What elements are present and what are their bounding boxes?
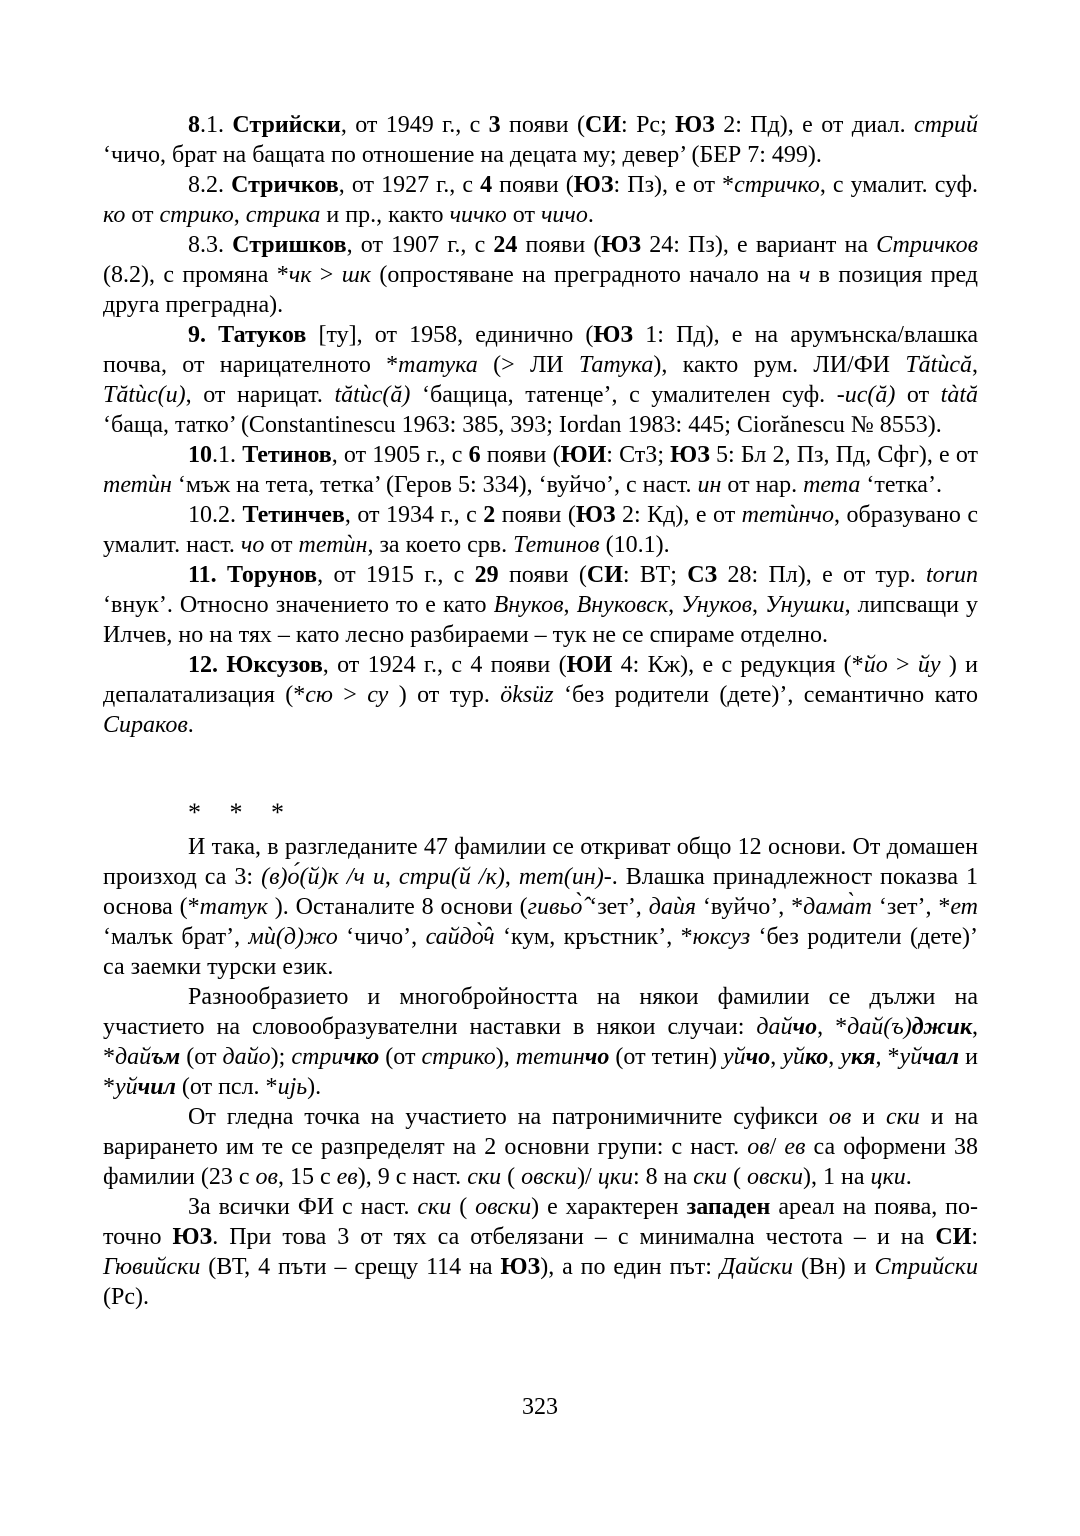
text-run: дай(ъ) [847,1014,912,1040]
text-run: : Рс; [621,112,676,138]
text-run: -. Влашка принадлежност показва 1 основа (* [103,864,979,920]
text-run: появи ( [480,442,561,468]
page-text [103,110,978,1312]
text-run: дай [115,1044,152,1070]
text-run: .1. [200,112,233,138]
text-run: [ту], от 1958, единично ( [306,322,594,348]
text-run: За всички ФИ с наст. [188,1194,418,1220]
text-run: , [668,592,682,618]
text-run: цки [597,1164,633,1190]
text-run: Стричков [876,232,979,258]
text-run: уй [723,1044,746,1070]
text-run: tătùc(ă) [334,382,411,408]
text-run: мѝ(д)жо [248,924,338,950]
text-run: ‘внук’. Относно значението то е като [103,592,494,618]
summary-western-area [103,1192,978,1312]
text-run: , за което срв. [367,532,514,558]
text-run: СИ [586,562,623,588]
text-run: (от псл. * [175,1074,278,1100]
text-run: 8.3. [188,232,233,258]
text-run: ‘мъж на тета, тетка’ (Геров 5: 334), ‘вуйчо’, с наст. [171,472,698,498]
text-run: (ВТ, 4 пъти – срещу 114 на [200,1254,501,1280]
text-run: 4 [480,172,493,198]
text-run: дайо [222,1044,271,1070]
text-run: : Пз), е от * [613,172,735,198]
text-run: 11. Торунов [188,562,318,588]
text-run: даѝя [648,894,696,920]
entry-9 [103,320,978,440]
text-run: появи ( [517,232,602,258]
entry-10-2 [103,500,978,560]
text-run: ), както рум. ЛИ/ФИ [653,352,906,378]
text-run: стрика [245,202,321,228]
text-run: . При това 3 от тях са отбелязани – с минимална честота – и на [212,1224,936,1250]
text-run: (8.2), с промяна * [103,262,289,288]
text-run: и * [103,1044,979,1100]
text-run: ко [103,202,126,228]
text-run: татука [398,352,478,378]
text-run: , от 1927 г., с [338,172,481,198]
text-run: ujь [277,1074,308,1100]
text-run: : ВТ; [622,562,688,588]
text-run: стри [291,1044,344,1070]
text-run: , от нарицат. [185,382,335,408]
entry-8-3 [103,230,978,320]
text-run: И така, в разгледаните 47 фамилии се откриват общо 12 основи. От домашен произход са 3: [103,834,978,890]
text-run: Унушки [765,592,845,618]
text-run: 1: Пд), е на арумънска/влашка почва, от нарицателното * [103,322,979,378]
text-run: йо [863,652,888,678]
text-run: , 15 с [277,1164,337,1190]
text-run: ). [307,1074,322,1100]
summary-patronymic-suffixes [103,1102,978,1192]
text-run: ев [784,1134,806,1160]
text-run: , от 1934 г., с [344,502,484,528]
text-run: * * * [188,798,284,827]
text-run: , * [875,1044,900,1070]
text-run: , от 1915 г., с [317,562,475,588]
text-run: ( [727,1164,748,1190]
text-run: чо [240,532,265,558]
text-run: Дайски [719,1254,794,1280]
text-run: гивьо̂̀ [527,894,583,920]
text-run: чо [792,1014,818,1040]
text-run: Разнообразието и многобройността на някои фамилии се дължи на участието на словообразувателни наставки в някои случаи: [103,984,978,1040]
text-run: чко [343,1044,380,1070]
entry-8-2 [103,170,978,230]
text-run: ‘без родители (дете)’, семантично като [553,682,978,708]
text-run: ( [451,1194,476,1220]
text-run: 29 [474,562,499,588]
text-run: ‘чичо’, [337,924,426,950]
text-run: СИ [585,112,622,138]
text-run: ски [693,1164,728,1190]
text-run: Унуков [681,592,753,618]
text-run: . [587,202,594,228]
text-run: кя [850,1044,876,1070]
text-run: (опростяване на преградното начало на [371,262,799,288]
text-run: ‘чичо, брат на бащата по отношение на децата му; девер’ (БЕР 7: 499). [103,142,822,168]
text-run: , [752,592,766,618]
section-separator [103,798,978,828]
text-run: .1. [212,442,243,468]
text-run: чк [288,262,312,288]
text-run: Стришков [232,232,347,258]
text-run: ‘зет’, [582,894,649,920]
text-run: чал [922,1044,960,1070]
text-run: ( [501,1164,522,1190]
text-run: сайдо̂̀ч [425,924,495,950]
text-run: овски [521,1164,578,1190]
text-run: (10.1). [599,532,670,558]
text-run: : [971,1224,978,1250]
page-number: 323 [522,1394,558,1420]
text-run: )/ [577,1164,598,1190]
text-run: (от [379,1044,422,1070]
text-run: ски [417,1194,452,1220]
text-run: ев [336,1164,358,1190]
text-run: тетин [515,1044,585,1070]
text-run: уй [899,1044,923,1070]
text-run: и [851,1104,886,1130]
text-run: стри(й /к) [398,864,505,890]
text-run: стрико [421,1044,496,1070]
entry-12 [103,650,978,740]
text-run: : СтЗ; [606,442,671,468]
text-run: ), 1 на [803,1164,871,1190]
text-run: , с умалит. суф. [819,172,979,198]
text-run: , от 1949 г., с [340,112,489,138]
text-run: ). Останалите 8 основи ( [267,894,528,920]
text-run: uc(ă) [844,382,896,408]
text-run: ЮЗ [601,232,642,258]
text-run: ‘кум, кръстник’, * [494,924,693,950]
text-run: чо [745,1044,771,1070]
text-run: tàtă [940,382,979,408]
text-run: , * [103,1014,979,1070]
text-run: уй [782,1044,805,1070]
text-run: и на варирането им те се разпределят на 2 основни групи: с наст. [103,1104,978,1160]
text-run: öksüz [500,682,554,708]
text-run: ‘тетка’. [860,472,942,498]
text-run: , [972,352,978,378]
text-run: 2: Кд), е от [615,502,742,528]
text-run: 24 [493,232,518,258]
text-run: > [332,682,368,708]
summary-suffix-variety [103,982,978,1102]
text-run: torun [926,562,979,588]
text-run: ‘вуйчо’, * [696,894,804,920]
text-run: татук [199,894,268,920]
text-run: , [504,864,519,890]
text-run: ов [747,1134,770,1160]
text-run: 3 [488,112,501,138]
text-run: : 8 на [632,1164,694,1190]
text-run: стрико [159,202,234,228]
text-run: ъм [151,1044,181,1070]
text-run: су [367,682,389,708]
text-run: ЮИ [560,442,607,468]
text-run: джик [911,1014,973,1040]
text-run: ЮЗ [670,442,710,468]
text-run: ет [950,894,979,920]
text-run: Тетинов [242,442,332,468]
text-run: цки [870,1164,906,1190]
text-run: от нар. [721,472,804,498]
text-run: , * [817,1014,848,1040]
text-run: ЮЗ [573,172,614,198]
text-run: 8.2. [188,172,232,198]
text-run: ко [804,1044,829,1070]
text-run: Тетинчев [242,502,345,528]
text-run: > [311,262,342,288]
text-run: появи ( [500,112,586,138]
text-run: Стричков [231,172,339,198]
text-run: ЮЗ [172,1224,213,1250]
entry-8-1 [103,110,978,170]
text-run: 8 [188,112,200,138]
text-run: ) от тур. [388,682,501,708]
text-run: ‘без родители (дете)’ са заемки турски език. [103,924,979,980]
text-run: ‘баща, татко’ (Constantinescu 1963: 385, 393; Iordan 1983: 445; Ciorănescu № 8553). [103,412,942,438]
text-run: ЮИ [566,652,613,678]
text-run: появи ( [498,562,587,588]
text-run: тет(ин) [518,864,604,890]
text-run: , [828,1044,841,1070]
text-run: ски [885,1104,920,1130]
text-run: 2: Пд), е от диал. [714,112,915,138]
text-run: 12. Юксузов [188,652,323,678]
text-run: (Рс). [103,1284,149,1310]
text-run: Tătùcă [905,352,972,378]
text-run: появи ( [492,172,574,198]
text-run: тетѝн [298,532,368,558]
text-run: тетѝнчо [741,502,835,528]
text-run: появи ( [495,502,576,528]
text-run: ов [255,1164,278,1190]
text-run: , [233,202,246,228]
text-run: тета [803,472,861,498]
text-run: 10.2. [188,502,243,528]
text-run: чичо [540,202,588,228]
text-run: ‘бащица, татенце’, с умалителен суф. - [410,382,845,408]
text-run: 24: Пз), е вариант на [641,232,877,258]
text-run: йу [917,652,941,678]
text-run: в позиция пред друга преградна). [103,262,978,318]
entry-11 [103,560,978,650]
text-run: дама̀т [803,894,872,920]
text-run: дай [756,1014,793,1040]
text-run: ЮЗ [500,1254,541,1280]
text-run: 28: Пл), е от тур. [717,562,927,588]
text-run: . [187,712,194,738]
text-run: от [895,382,941,408]
text-run: ‘малък брат’, [103,924,249,950]
text-run: 9. Татуков [188,322,307,348]
text-run: ареал на поява, по-точно [103,1194,978,1250]
text-run: от [125,202,160,228]
text-run: шк [341,262,372,288]
text-run: западен [686,1194,771,1220]
text-run: Сираков [103,712,188,738]
text-run: Тетинов [513,532,600,558]
text-run: у [840,1044,851,1070]
text-run: , [563,592,577,618]
text-run: , от 1905 г., с [331,442,469,468]
text-run: ‘зет’, * [871,894,951,920]
text-run: ЮЗ [675,112,715,138]
text-run: Татука [578,352,654,378]
text-run: (в)о́(й)к /ч и [261,864,385,890]
text-run: , образувано с умалит. наст. [103,502,979,558]
text-run: и пр., както [320,202,450,228]
text-run: СИ [935,1224,972,1250]
text-run: . [905,1164,912,1190]
text-run: чичко [449,202,507,228]
text-run: ЮЗ [575,502,616,528]
text-run: , от 1924 г., с 4 появи ( [322,652,567,678]
text-run: чил [137,1074,176,1100]
text-run: ч [798,262,811,288]
text-run: юксуз [692,924,751,950]
text-run: ски [467,1164,502,1190]
text-run: стричко [734,172,820,198]
text-run: 2 [483,502,496,528]
text-run: от [506,202,541,228]
text-run: ) е характерен [531,1194,687,1220]
text-run: ); [270,1044,292,1070]
text-run: / [769,1134,785,1160]
text-run: 4: Кж), е с редукция (* [612,652,864,678]
text-run: от [264,532,299,558]
text-run: ов [828,1104,852,1130]
text-run: , [384,864,399,890]
text-run: овски [475,1194,532,1220]
text-run: , от 1907 г., с [346,232,494,258]
text-run: > [887,652,918,678]
text-run: Внуков [493,592,564,618]
text-run: ), 9 с наст. [357,1164,468,1190]
text-run: (от [180,1044,223,1070]
text-run: 10 [188,442,212,468]
text-run: тетѝн [103,472,172,498]
entry-10-1 [103,440,978,500]
text-run: ), [495,1044,516,1070]
text-run: (> ЛИ [477,352,579,378]
text-run: Tătùc(u) [103,382,186,408]
text-run: ), а по един път: [540,1254,720,1280]
text-run: Стрийски [232,112,341,138]
text-run: От гледна точка на участието на патронимичните суфикси [188,1104,829,1130]
text-run: сю [305,682,333,708]
text-run: (Вн) и [793,1254,875,1280]
text-run: (от тетин) [609,1044,723,1070]
text-run: 6 [468,442,481,468]
text-run: са оформени 38 фамилии (23 с [103,1134,979,1190]
text-run: уй [115,1074,138,1100]
text-run: Гювийски [103,1254,201,1280]
text-run: ин [697,472,722,498]
text-run: ЮЗ [593,322,634,348]
text-run: стрий [914,112,979,138]
text-run: ) и депалатализация (* [103,652,979,708]
text-run: Стрийски [874,1254,978,1280]
text-run: овски [747,1164,804,1190]
text-run: Внуковск [576,592,669,618]
text-run: чо [584,1044,610,1070]
text-run: СЗ [687,562,718,588]
text-run: , липсващи у Илчев, но на тях – като лесно разбираеми – тук не се спираме отделно. [103,592,979,648]
text-run: 5: Бл 2, Пз, Пд, Сфг), е от [709,442,978,468]
summary-bases [103,832,978,982]
text-run: , [770,1044,783,1070]
